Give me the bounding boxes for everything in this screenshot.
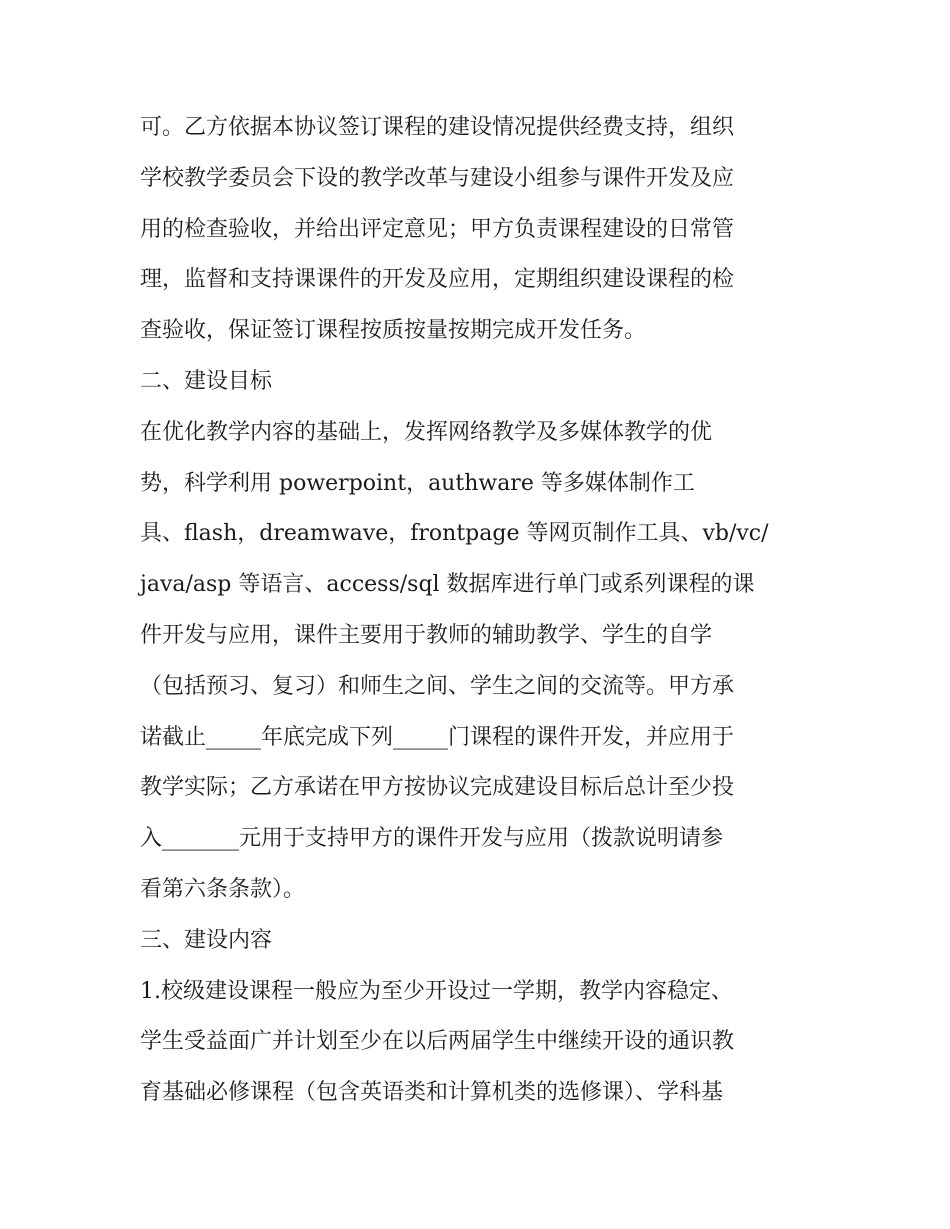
paragraph-line: 诺截止_____年底完成下列_____门课程的课件开发，并应用于 — [140, 724, 735, 750]
paragraph-line: 用的检查验收，并给出评定意见；甲方负责课程建设的日常管 — [140, 216, 735, 242]
section-heading: 二、建设目标 — [140, 368, 273, 394]
paragraph-line: 具、flash，dreamwave，frontpage 等网页制作工具、vb/vc/ — [140, 521, 769, 547]
paragraph-line: 学校教学委员会下设的教学改革与建设小组参与课件开发及应 — [140, 165, 735, 191]
paragraph-line: 势，科学利用 powerpoint，authware 等多媒体制作工 — [140, 470, 695, 496]
document-body — [140, 103, 820, 1119]
paragraph-line: 理，监督和支持课课件的开发及应用，定期组织建设课程的检 — [140, 267, 735, 293]
paragraph-line: 看第六条条款）。 — [140, 876, 306, 902]
paragraph-line: 在优化教学内容的基础上，发挥网络教学及多媒体教学的优 — [140, 419, 713, 445]
paragraph-line: 可。乙方依据本协议签订课程的建设情况提供经费支持，组织 — [140, 115, 735, 140]
paragraph-line: 查验收，保证签订课程按质按量按期完成开发任务。 — [140, 318, 647, 344]
paragraph-line: 1.校级建设课程一般应为至少开设过一学期，教学内容稳定、 — [140, 978, 733, 1004]
paragraph-line: 件开发与应用，课件主要用于教师的辅助教学、学生的自学 — [140, 622, 713, 648]
paragraph-line: 学生受益面广并计划至少在以后两届学生中继续开设的通识教 — [140, 1029, 735, 1055]
paragraph-line: 入_______元用于支持甲方的课件开发与应用（拨款说明请参 — [140, 826, 724, 852]
paragraph-line: （包括预习、复习）和师生之间、学生之间的交流等。甲方承 — [140, 673, 735, 699]
paragraph-line: java/asp 等语言、access/sql 数据库进行单门或系列课程的课 — [140, 572, 755, 598]
paragraph-line: 育基础必修课程（包含英语类和计算机类的选修课）、学科基 — [140, 1080, 724, 1106]
paragraph-line: 教学实际；乙方承诺在甲方按协议完成建设目标后总计至少投 — [140, 775, 735, 801]
section-heading: 三、建设内容 — [140, 927, 273, 953]
